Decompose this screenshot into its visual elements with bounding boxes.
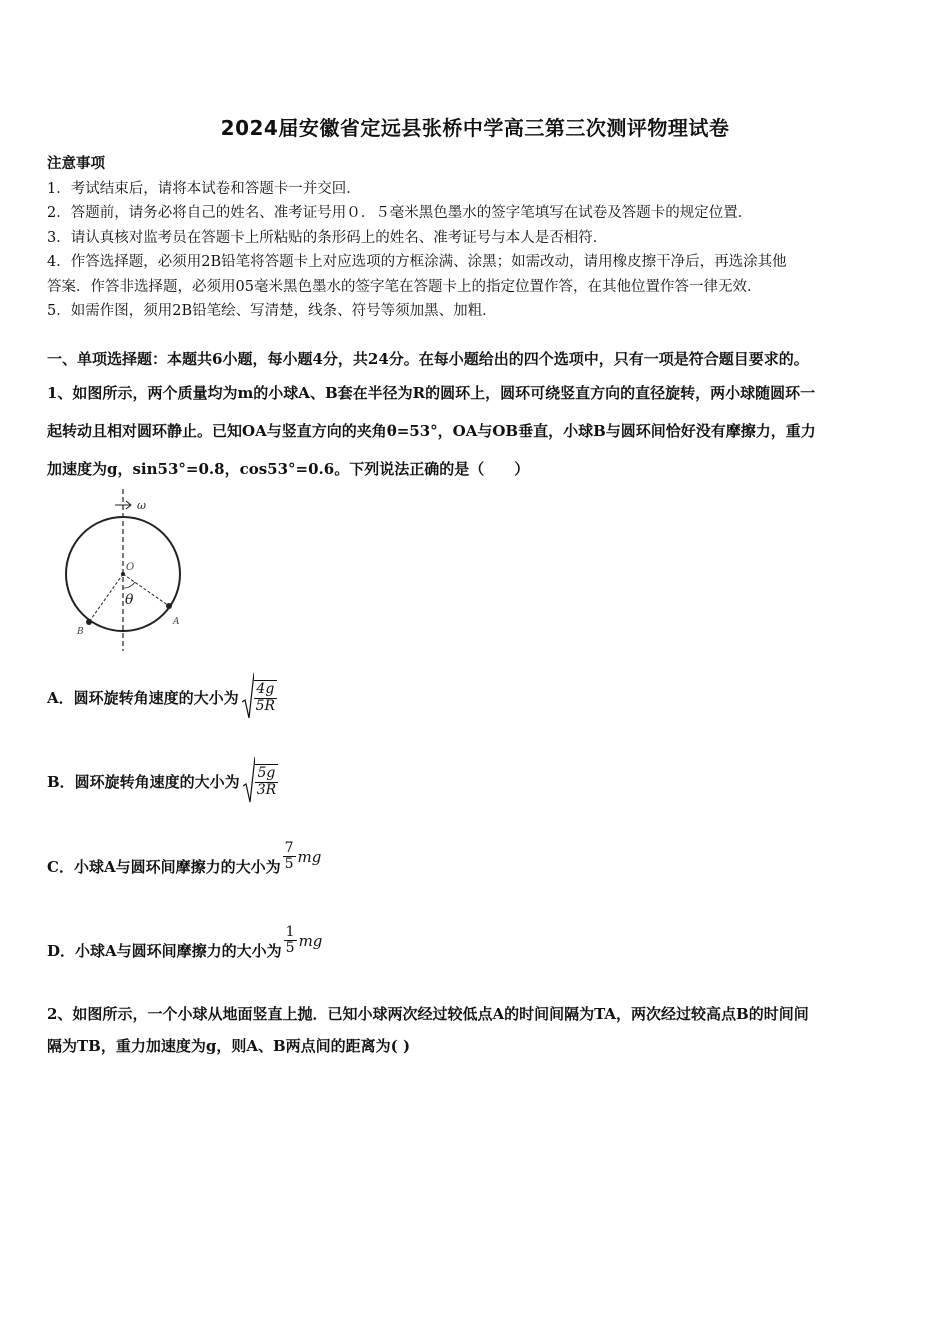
ring-figure bbox=[55, 485, 195, 655]
fraction-denominator: 3R bbox=[256, 781, 277, 798]
option-c[interactable] bbox=[47, 836, 321, 877]
fraction bbox=[283, 841, 296, 873]
option-text: B．圆环旋转角速度的大小为 bbox=[47, 772, 240, 791]
option-suffix: mg bbox=[298, 931, 323, 950]
notice-line: 答案．作答非选择题，必须用05毫米黑色墨水的签字笔在答题卡上的指定位置作答，在其他位置作答一律无效． bbox=[47, 278, 762, 295]
omega-label: ω bbox=[137, 499, 146, 512]
fraction bbox=[255, 764, 278, 798]
ball-b-label: B bbox=[77, 627, 84, 637]
question-line: 起转动且相对圆环静止。已知OA与竖直方向的夹角θ=53°，OA与OB垂直，小球B与圆环间恰好没有摩擦力，重力 bbox=[47, 422, 816, 440]
notice-line: 2．答题前，请务必将自己的姓名、准考证号用０．５毫米黑色墨水的签字笔填写在试卷及答题卡的规定位置． bbox=[47, 205, 753, 221]
fraction bbox=[254, 680, 277, 714]
fraction-numerator: 4g bbox=[256, 681, 275, 698]
sqrt-sign bbox=[243, 756, 255, 806]
question-line: 加速度为g，sin53°=0.8，cos53°=0.6。下列说法正确的是（ ） bbox=[47, 460, 530, 478]
question-line: 2、如图所示，一个小球从地面竖直上抛．已知小球两次经过较低点A的时间间隔为TA，两次经过较高点B的时间间 bbox=[47, 1005, 809, 1023]
question-2 bbox=[47, 998, 909, 1062]
fraction bbox=[284, 925, 297, 957]
fraction-numerator: 1 bbox=[285, 923, 295, 940]
sqrt-sign bbox=[242, 672, 254, 722]
radius-ob bbox=[89, 574, 123, 622]
theta-arc bbox=[123, 582, 135, 588]
option-suffix: mg bbox=[297, 847, 322, 866]
question-line: 1、如图所示，两个质量均为m的小球A、B套在半径为R的圆环上，圆环可绕竖直方向的直径旋转，两小球随圆环一 bbox=[47, 384, 816, 402]
exam-title: 2024届安徽省定远县张桥中学高三第三次测评物理试卷 bbox=[220, 116, 730, 140]
notice-heading: 注意事项 bbox=[47, 155, 105, 172]
notice-line: 5．如需作图，须用2B铅笔绘、写清楚，线条、符号等须加黑、加粗． bbox=[47, 303, 497, 319]
notice-line: 3．请认真核对监考员在答题卡上所粘贴的条形码上的姓名、准考证号与本人是否相符． bbox=[47, 229, 608, 246]
option-text: A．圆环旋转角速度的大小为 bbox=[47, 688, 239, 707]
notice-line: 4．作答选择题，必须用2B铅笔将答题卡上对应选项的方框涂满、涂黑；如需改动，请用橡皮擦干净后，再选涂其他 bbox=[47, 254, 787, 270]
notice-line: 1．考试结束后，请将本试卷和答题卡一并交回． bbox=[47, 180, 361, 197]
fraction-numerator: 5g bbox=[257, 765, 276, 782]
ball-b bbox=[86, 619, 92, 625]
notice-block bbox=[47, 152, 907, 324]
theta-label: θ bbox=[125, 592, 134, 608]
fraction-denominator: 5R bbox=[255, 697, 276, 714]
fraction-denominator: 5 bbox=[284, 856, 294, 872]
center-label: O bbox=[126, 562, 135, 573]
section-heading: 一、单项选择题：本题共6小题，每小题4分，共24分。在每小题给出的四个选项中，只有一项是符合题目要求的。 bbox=[47, 350, 809, 368]
option-a[interactable] bbox=[47, 672, 277, 722]
ball-a-label: A bbox=[173, 617, 180, 627]
option-text: D．小球A与圆环间摩擦力的大小为 bbox=[47, 942, 282, 960]
fraction-denominator: 5 bbox=[285, 940, 295, 956]
option-d[interactable] bbox=[47, 920, 322, 961]
ball-a bbox=[166, 603, 172, 609]
fraction-numerator: 7 bbox=[284, 839, 294, 856]
question-1 bbox=[47, 374, 909, 488]
option-b[interactable] bbox=[47, 756, 278, 806]
option-text: C．小球A与圆环间摩擦力的大小为 bbox=[47, 858, 281, 876]
question-line: 隔为TB，重力加速度为g，则A、B两点间的距离为( ) bbox=[47, 1037, 411, 1055]
